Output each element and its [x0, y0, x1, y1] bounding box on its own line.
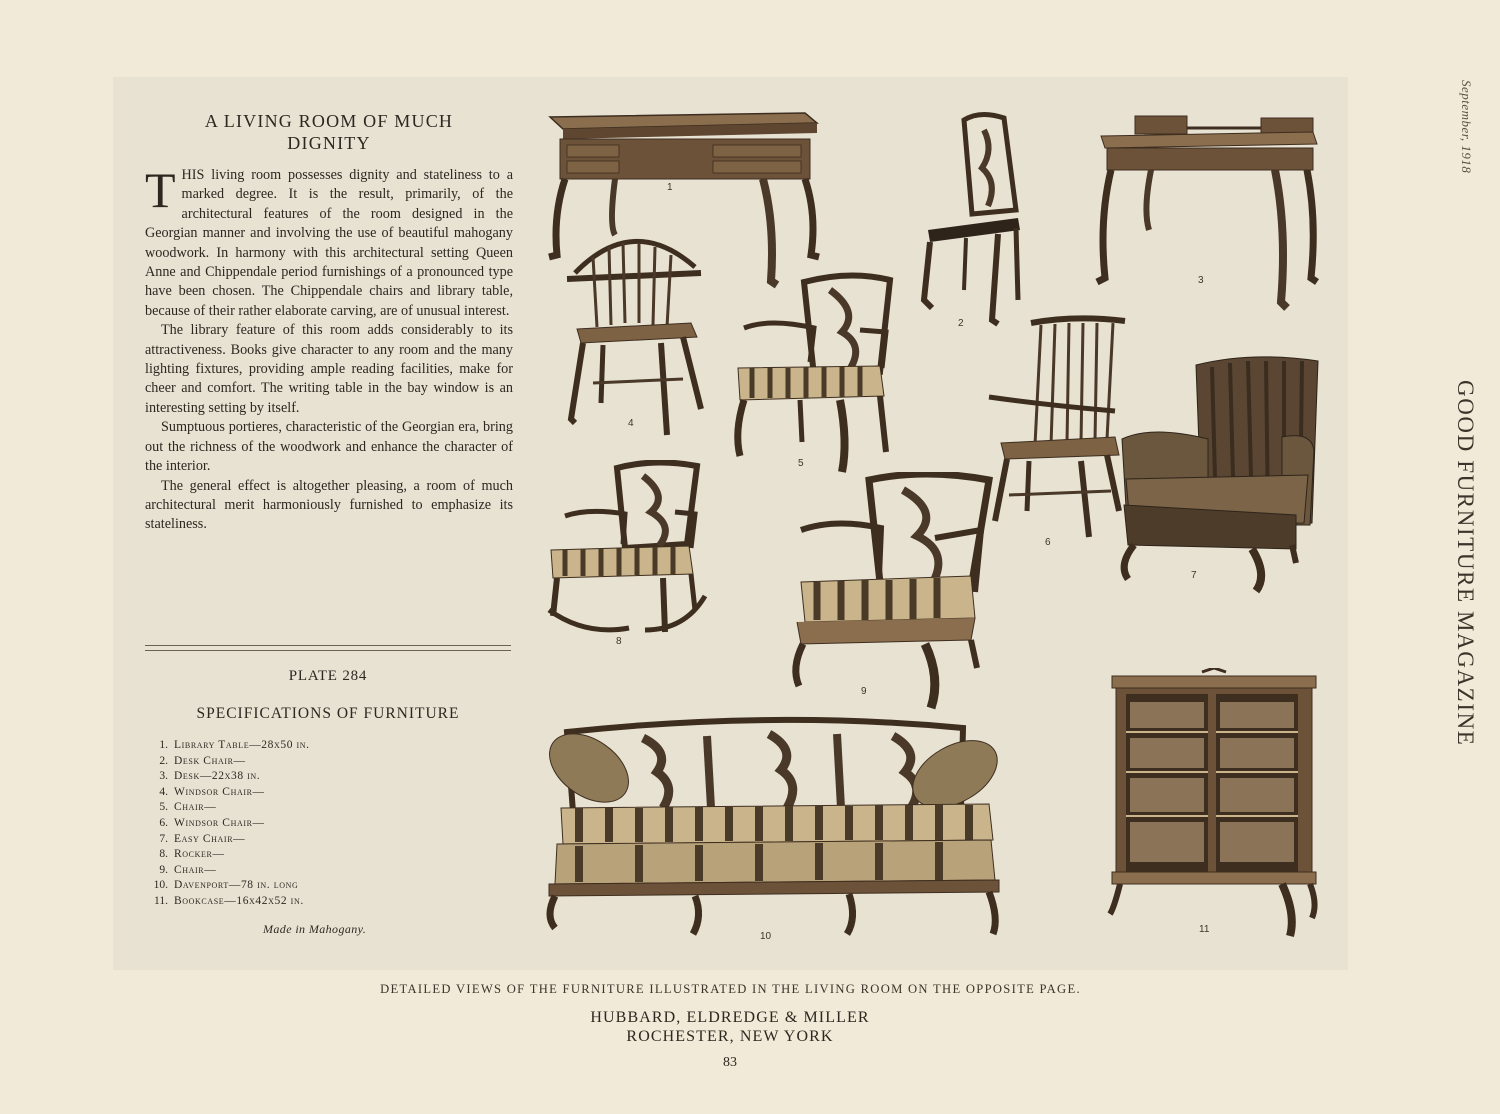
figure-label-7: 7: [1191, 570, 1197, 581]
rocker-illustration: [545, 460, 707, 642]
spec-item: 1. Library Table—28x50 in.: [159, 739, 310, 751]
chippendale-chair-illustration: [730, 272, 900, 477]
spec-item: 9. Chair—: [159, 863, 217, 876]
issue-date: September, 1918: [1459, 80, 1474, 174]
bookcase-illustration: [1106, 668, 1320, 943]
section-divider: [145, 645, 511, 651]
desk-illustration: [1095, 110, 1320, 315]
manufacturer: [500, 1008, 960, 1046]
figure-label-3: 3: [1198, 275, 1204, 286]
manufacturer-location: ROCHESTER, NEW YORK: [626, 1028, 834, 1045]
figure-label-9: 9: [861, 686, 867, 697]
manufacturer-name: HUBBARD, ELDREDGE & MILLER: [590, 1009, 870, 1026]
article-title: A LIVING ROOM OF MUCH DIGNITY: [204, 111, 454, 153]
article-paragraph-4: The general effect is altogether pleasing, a room of much architectural merit harmoniously furnished to emphasize its stateliness.: [145, 477, 513, 533]
spec-item: 4. Windsor Chair—: [159, 785, 265, 798]
magazine-title: GOOD FURNITURE MAGAZINE: [1453, 380, 1478, 747]
spec-item: 10. Davenport—78 in. long: [153, 879, 299, 892]
windsor-chair-illustration: [563, 233, 708, 438]
figure-label-10: 10: [760, 931, 772, 942]
spec-item: 7. Easy Chair—: [159, 832, 246, 845]
spec-item: 6. Windsor Chair—: [159, 816, 265, 829]
plate-caption: DETAILED VIEWS OF THE FURNITURE ILLUSTRATED IN THE LIVING ROOM ON THE OPPOSITE PAGE.: [380, 982, 1081, 996]
figure-label-4: 4: [628, 418, 634, 429]
easy-chair-illustration: [1112, 355, 1322, 600]
figure-label-6: 6: [1045, 537, 1051, 548]
figure-label-5: 5: [798, 458, 804, 469]
figure-label-8: 8: [616, 636, 622, 647]
spec-item: 2. Desk Chair—: [159, 754, 246, 767]
desk-chair-illustration: [920, 110, 1025, 332]
figure-label-11: 11: [1199, 924, 1210, 935]
specifications-title: SPECIFICATIONS OF FURNITURE: [196, 705, 460, 722]
drop-cap: T: [145, 162, 176, 218]
specifications-list: [145, 738, 511, 910]
made-in-note: Made in Mahogany.: [263, 922, 367, 936]
page-number: 83: [723, 1055, 737, 1070]
figure-label-1: 1: [667, 182, 673, 193]
spec-item: 8. Rocker—: [159, 848, 225, 861]
plate-number: PLATE 284: [288, 668, 368, 684]
armchair-illustration: [785, 472, 995, 714]
paragraph-1-text: HIS living room possesses dignity and stateliness to a marked degree. It is the result, primarily, of the architectural features of the room designed in the Georgian manner and involving the use of beautiful mahogany woodwork. In harmony with this architectural setting Queen Anne and Chippendale period furnishings of a pronounced type have been chosen. The Chippendale chairs and library table, because of their rather elaborate carving, are of unusual interest.: [145, 167, 513, 319]
article-paragraph-1: [145, 162, 513, 321]
article-paragraph-2: The library feature of this room adds considerably to its attractiveness. Books give character to any room and the many lighting fixtures, providing ample reading facilities, make for cheer and comfort. The writing table in the bay window is an interesting setting by itself.: [145, 322, 513, 416]
davenport-illustration: [543, 712, 1008, 942]
figure-label-2: 2: [958, 318, 964, 329]
spec-item: 5. Chair—: [159, 801, 217, 814]
spec-item: 11. Bookcase—16x42x52 in.: [154, 894, 304, 907]
article: [145, 110, 513, 535]
article-paragraph-3: Sumptuous portieres, characteristic of the Georgian era, bring out the richness of the woodwork and enhance the character of the interior.: [145, 419, 513, 475]
windsor-chair-tall-illustration: [985, 315, 1130, 540]
spec-item: 3. Desk—22x38 in.: [159, 770, 261, 783]
